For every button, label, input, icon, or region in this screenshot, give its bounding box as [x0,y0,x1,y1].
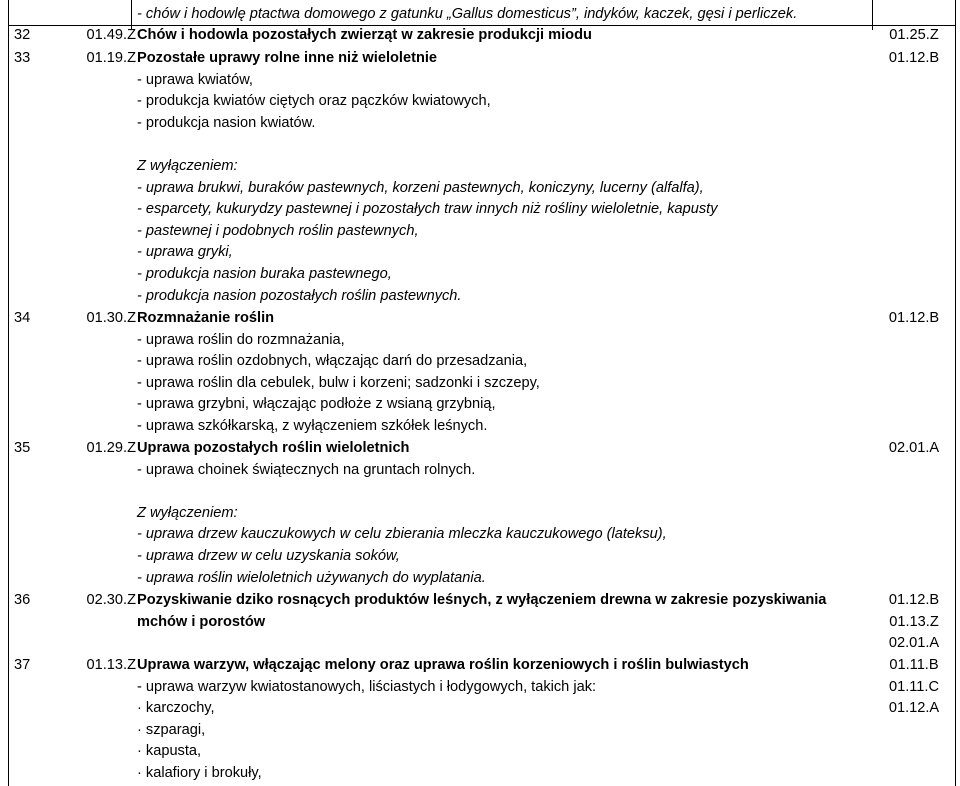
row-number: 35 [14,440,31,456]
pkd-code: 02.30.Z [86,592,136,608]
table-border-right [955,0,956,786]
exclusion-item: - uprawa drzew w celu uzyskania soków, [137,547,400,564]
related-code: 01.12.B [888,592,940,608]
list-item: · karczochy, [137,700,215,717]
pkd-code: 01.19.Z [86,50,136,66]
list-item: - uprawa warzyw kwiatostanowych, liściastych i łodygowych, takich jak: [137,678,597,695]
list-item: - uprawa roślin ozdobnych, włączając darń do przesadzania, [137,353,528,370]
exclusion-heading: Z wyłączeniem: [137,504,238,521]
exclusion-item: - uprawa gryki, [137,244,233,261]
row-number: 32 [14,27,31,43]
continuation-text: - chów i hodowlę ptactwa domowego z gatunku „Gallus domesticus”, indyków, kaczek, gęsi i perliczek. [137,6,798,22]
list-item: - produkcja kwiatów ciętych oraz pączków kwiatowych, [137,93,491,110]
row-number: 36 [14,592,31,608]
row-number: 37 [14,657,31,673]
exclusion-item: - produkcja nasion buraka pastewnego, [137,265,392,282]
list-item: - uprawa grzybni, włączając podłoże z wsianą grzybnią, [137,396,496,413]
row-title: Uprawa warzyw, włączając melony oraz uprawa roślin korzeniowych i roślin bulwiastych [137,657,749,673]
row-title: Chów i hodowla pozostałych zwierząt w zakresie produkcji miodu [137,27,592,43]
list-item: · kapusta, [137,743,202,760]
list-item: - uprawa choinek świątecznych na gruntach rolnych. [137,461,476,478]
list-item: · kalafiory i brokuły, [137,764,262,781]
related-code: 01.25.Z [889,27,939,43]
exclusion-item: - esparcety, kukurydzy pastewnej i pozostałych traw innych niż rośliny wieloletnie, kapusty [137,201,718,218]
row-number: 34 [14,310,31,326]
pkd-code: 01.30.Z [86,310,136,326]
row-number: 33 [14,50,31,66]
list-item: - uprawa roślin dla cebulek, bulw i korzeni; sadzonki i szczepy, [137,374,540,391]
exclusion-item: - uprawa drzew kauczukowych w celu zbierania mleczka kauczukowego (lateksu), [137,526,667,543]
related-code: 01.11.B [889,657,939,673]
row-title: Uprawa pozostałych roślin wieloletnich [137,440,410,456]
table-border-left [8,0,9,786]
exclusion-item: - uprawa roślin wieloletnich używanych do wyplatania. [137,569,486,586]
related-code: 01.12.B [888,50,940,66]
related-code: 02.01.A [888,635,940,652]
row-title: Pozyskiwanie dziko rosnących produktów leśnych, z wyłączeniem drewna w zakresie pozyskiwania mchów i porostów [137,592,827,630]
list-item: - uprawa roślin do rozmnażania, [137,331,345,348]
exclusion-item: - pastewnej i podobnych roślin pastewnych, [137,222,419,239]
exclusion-item: - uprawa brukwi, buraków pastewnych, korzeni pastewnych, koniczyny, lucerny (alfalfa), [137,179,704,196]
exclusion-item: - produkcja nasion pozostałych roślin pastewnych. [137,287,462,304]
pkd-code: 01.29.Z [86,440,136,456]
list-item: - uprawa kwiatów, [137,71,253,88]
list-item: · szparagi, [137,721,206,738]
related-code: 01.12.A [888,700,940,717]
related-code: 01.12.B [888,310,940,326]
pkd-code: 01.49.Z [86,27,136,43]
pkd-code: 01.13.Z [86,657,136,673]
list-item: - uprawa szkółkarską, z wyłączeniem szkółek leśnych. [137,417,488,434]
list-item: - produkcja nasion kwiatów. [137,114,316,131]
exclusion-heading: Z wyłączeniem: [137,157,238,174]
row-title: Rozmnażanie roślin [137,310,275,326]
row-title: Pozostałe uprawy rolne inne niż wieloletnie [137,50,438,66]
related-code: 02.01.A [888,440,940,456]
related-code: 01.11.C [888,678,940,695]
related-code: 01.13.Z [889,613,939,630]
